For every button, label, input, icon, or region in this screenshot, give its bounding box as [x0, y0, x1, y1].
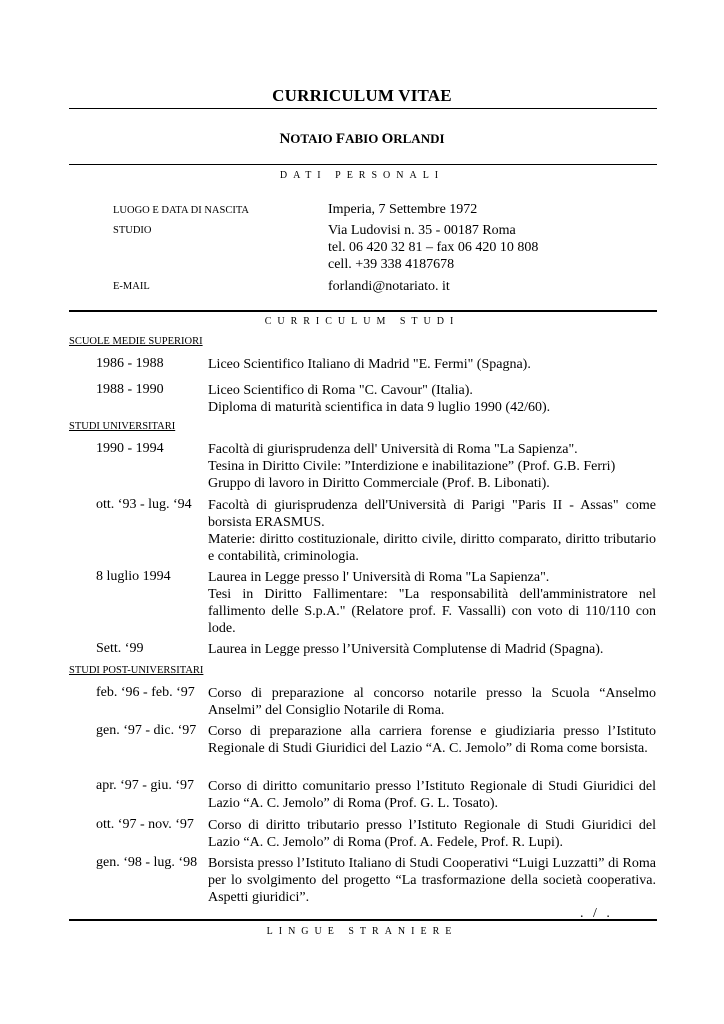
entry-date: gen. ‘97 - dic. ‘97 — [96, 723, 197, 738]
entry-text — [208, 569, 656, 637]
entry-paragraph: Tesi in Diritto Fallimentare: "La responsabilità dell'amministratore nel fallimento delle S.p.A." (Relatore prof. F. Vassalli) con voto di 110/110 con lode. — [208, 587, 656, 636]
entry-date: apr. ‘97 - giu. ‘97 — [96, 778, 194, 793]
entry-date: 8 luglio 1994 — [96, 569, 171, 584]
label-email: E-MAIL — [113, 281, 150, 292]
name-rule — [69, 164, 657, 165]
sub-heading-post: STUDI POST-UNIVERSITARI — [69, 665, 204, 676]
entry-date: 1990 - 1994 — [96, 441, 164, 456]
entry-date: 1986 - 1988 — [96, 356, 164, 371]
value-studio — [328, 222, 538, 273]
entry-date: gen. ‘98 - lug. ‘98 — [96, 855, 198, 870]
entry-text: Corso di diritto tributario presso l’Istituto Regionale di Studi Giuridici del Lazio “A. C. Jemolo” di Roma (Prof. A. Fedele, Prof. R. Lupi). — [208, 818, 656, 850]
name-cap-1: N — [279, 131, 291, 147]
entry-text: Borsista presso l’Istituto Italiano di Studi Cooperativi “Luigi Luzzatti” di Roma per lo svolgimento del progetto “La trasformazione della società cooperativa. Aspetti giuridici”. — [208, 856, 656, 905]
entry-date: ott. ‘93 - lug. ‘94 — [96, 497, 192, 512]
entry-paragraph: Facoltà di giurisprudenza dell'Università di Parigi "Paris II - Assas" come borsista ERASMUS. — [208, 498, 656, 530]
entry-text: Laurea in Legge presso l’Università Complutense di Madrid (Spagna). — [208, 642, 604, 657]
name-rest-2: ABIO — [345, 131, 379, 146]
entry-date: ott. ‘97 - nov. ‘97 — [96, 817, 194, 832]
name-rest-1: OTAIO — [290, 131, 333, 146]
entry-text: Corso di preparazione alla carriera forense e giudiziaria presso l’Istituto Regionale di Studi Giuridici del Lazio “A. C. Jemolo” di Roma come borsista. — [208, 724, 656, 756]
name-rest-3: RLANDI — [393, 131, 445, 146]
notary-name — [0, 131, 724, 148]
entry-date: Sett. ‘99 — [96, 641, 144, 656]
entry-line: Facoltà di giurisprudenza dell' Università di Roma "La Sapienza". — [208, 442, 578, 457]
section-heading-lingue: LINGUE STRANIERE — [266, 926, 458, 937]
value-nascita: Imperia, 7 Settembre 1972 — [328, 202, 478, 217]
entry-date: 1988 - 1990 — [96, 382, 164, 397]
document-title: CURRICULUM VITAE — [272, 86, 452, 105]
entry-line: Diploma di maturità scientifica in data 9 luglio 1990 (42/60). — [208, 400, 551, 415]
dati-rule — [69, 310, 657, 312]
entry-text: Liceo Scientifico Italiano di Madrid "E. Fermi" (Spagna). — [208, 357, 531, 372]
studio-address: Via Ludovisi n. 35 - 00187 Roma — [328, 223, 516, 238]
entry-date: feb. ‘96 - feb. ‘97 — [96, 685, 195, 700]
section-heading-dati: DATI PERSONALI — [279, 170, 445, 181]
entry-line: Liceo Scientifico di Roma "C. Cavour" (Italia). — [208, 383, 473, 398]
value-email: forlandi@notariato. it — [328, 279, 450, 294]
sub-heading-medie: SCUOLE MEDIE SUPERIORI — [69, 336, 203, 347]
studio-cell: cell. +39 338 4187678 — [328, 257, 455, 272]
name-cap-3: O — [381, 131, 394, 147]
entry-line: Laurea in Legge presso l' Università di Roma "La Sapienza". — [208, 570, 550, 585]
entry-line: Tesina in Diritto Civile: ”Interdizione e inabilitazione” (Prof. G.B. Ferri) — [208, 459, 616, 474]
entry-paragraph: Materie: diritto costituzionale, diritto civile, diritto comparato, diritto tributario e contabilità, criminologia. — [208, 532, 656, 564]
entry-text: Corso di diritto comunitario presso l’Istituto Regionale di Studi Giuridici del Lazio “A. C. Jemolo” di Roma (Prof. G. L. Tosato). — [208, 779, 656, 811]
sub-heading-universitari: STUDI UNIVERSITARI — [69, 421, 176, 432]
bottom-rule — [69, 919, 657, 921]
continuation-mark: . / . — [580, 906, 613, 921]
entry-text — [208, 382, 656, 416]
entry-line: Gruppo di lavoro in Diritto Commerciale (Prof. B. Libonati). — [208, 476, 550, 491]
entry-text: Corso di preparazione al concorso notarile presso la Scuola “Anselmo Anselmi” del Consiglio Notarile di Roma. — [208, 686, 656, 718]
entry-text — [208, 441, 656, 492]
name-cap-2: F — [335, 131, 346, 147]
label-studio: STUDIO — [113, 225, 152, 236]
section-heading-curriculum: CURRICULUM STUDI — [264, 316, 460, 327]
title-rule — [69, 108, 657, 109]
entry-text — [208, 497, 656, 565]
studio-phone: tel. 06 420 32 81 – fax 06 420 10 808 — [328, 240, 539, 255]
label-nascita: LUOGO E DATA DI NASCITA — [113, 205, 249, 216]
